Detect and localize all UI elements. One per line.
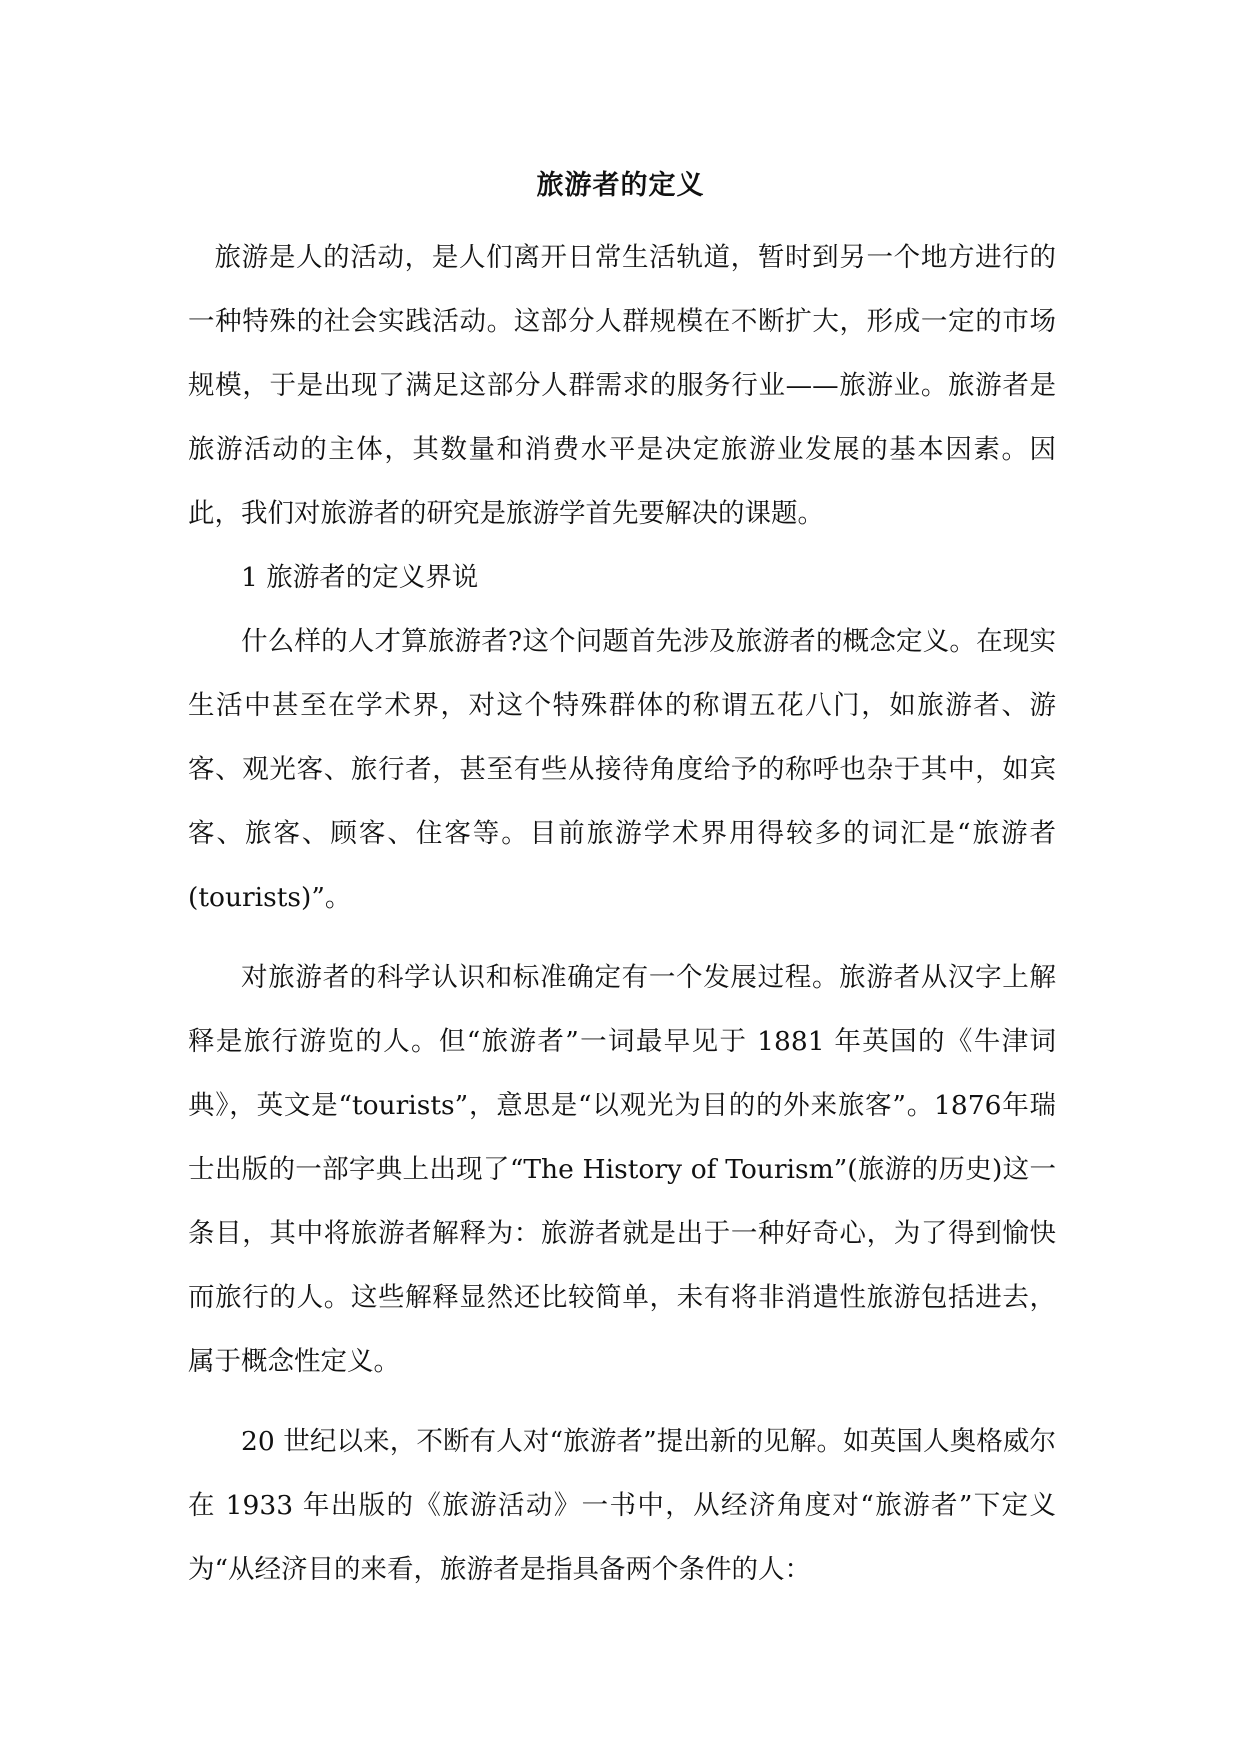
document-body (188, 226, 1056, 1602)
section-heading: 1 旅游者的定义界说 (241, 562, 479, 593)
paragraph: 20 世纪以来，不断有人对“旅游者”提出新的见解。如英国人奥格威尔在 1933 年出版的《旅游活动》一书中，从经济角度对“旅游者”下定义为“从经济目的来看，旅游者是指具备两个条件的人： (188, 1426, 1056, 1585)
document-title: 旅游者的定义 (536, 170, 705, 201)
paragraph: 什么样的人才算旅游者?这个问题首先涉及旅游者的概念定义。在现实生活中甚至在学术界，对这个特殊群体的称谓五花八门，如旅游者、游客、观光客、旅行者，甚至有些从接待角度给予的称呼也杂于其中，如宾客、旅客、顾客、住客等。目前旅游学术界用得较多的词汇是“旅游者(tourists)”。 (188, 626, 1056, 913)
paragraph: 对旅游者的科学认识和标准确定有一个发展过程。旅游者从汉字上解释是旅行游览的人。但“旅游者”一词最早见于 1881 年英国的《牛津词典》，英文是“tourists”，意思是“以观光为目的的外来旅客”。1876年瑞士出版的一部字典上出现了“The History of Tourism”(旅游的历史)这一条目，其中将旅游者解释为：旅游者就是出于一种好奇心，为了得到愉快而旅行的人。这些解释显然还比较简单，未有将非消遣性旅游包括进去，属于概念性定义。 (188, 962, 1056, 1377)
paragraph-intro: 旅游是人的活动，是人们离开日常生活轨道，暂时到另一个地方进行的一种特殊的社会实践活动。这部分人群规模在不断扩大，形成一定的市场规模，于是出现了满足这部分人群需求的服务行业——旅游业。旅游者是旅游活动的主体，其数量和消费水平是决定旅游业发展的基本因素。因此，我们对旅游者的研究是旅游学首先要解决的课题。 (188, 242, 1056, 529)
